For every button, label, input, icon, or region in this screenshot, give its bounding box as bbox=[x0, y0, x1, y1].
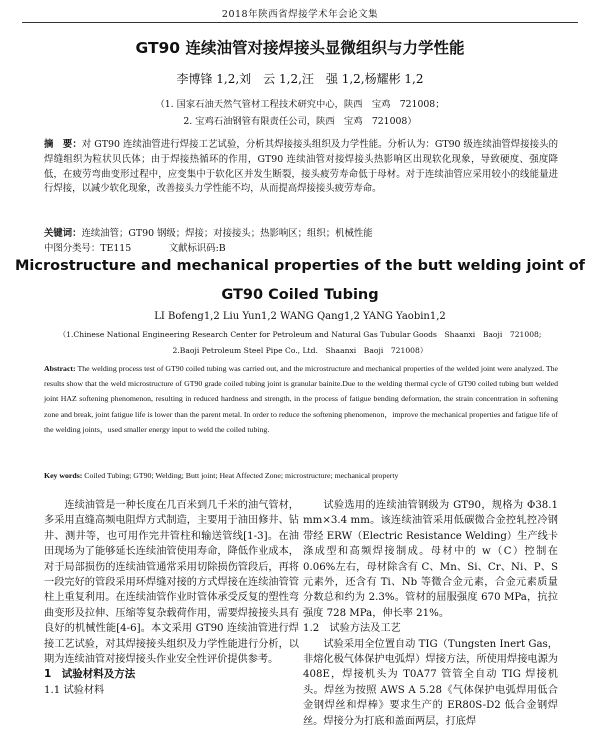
english-title-line-1: Microstructure and mechanical properties of the butt welding joint of bbox=[14, 258, 585, 274]
section-heading-1-2: 1.2 试验方法及工艺 bbox=[303, 623, 401, 635]
chinese-keywords-text: 连续油管；GT90 钢级；焊接；对接接头；热影响区；组织；机械性能 bbox=[81, 228, 373, 239]
left-column bbox=[44, 498, 299, 698]
chinese-authors: 李博锋 1,2,刘 云 1,2,汪 强 1,2,杨耀彬 1,2 bbox=[176, 72, 424, 86]
chinese-abstract-text: 对 GT90 连续油管进行焊接工艺试验，分析其焊接接头组织及力学性能。分析认为：GT90 级连续油管焊接接头的焊缝组织为粒状贝氏体；由于焊接热循环的作用，GT90 连续油管对接焊接头热影响区出现软化现象，导致硬度、强度降低，在疲劳弯曲变形过程中，应变集中于软化区并发生断裂，接头疲劳寿命低于母材。对于连续油管应采用较小的线能量进行焊接，以减少软化现象，改善接头力学性能不均，从而提高焊接接头疲劳寿命。 bbox=[44, 139, 558, 195]
chinese-classification: 中图分类号：TE115 文献标识码:B bbox=[44, 243, 226, 254]
intro-paragraph: 连续油管是一种长度在几百米到几千米的油气管材，多采用直缝高频电阻焊方式制造，主要用于油田修井、钻井、测井等，也可用作完井管柱和输送管线[1-3]。在油田现场为了能够延长连续油管使用寿命，降低作业成本，对于局部损伤的连续油管通常采用切除损伤管段后，再将一段完好的管段采用环焊缝对接的方式焊接在连续油管管柱上重复利用。在连续油管作业时管体承受反复的塑性弯曲变形及拉伸、压缩等复杂载荷作用，需要焊接接头具有良好的机械性能[4-6]。本文采用 GT90 连续油管进行焊接工艺试验，对其焊接接头组织及力学性能进行分析，以期为连续油管对接焊接头作业安全性评价提供参考。 bbox=[44, 500, 299, 666]
running-header: 2018年陕西省焊接学术年会论文集 bbox=[221, 9, 379, 20]
chinese-abstract bbox=[44, 138, 558, 197]
english-keywords-text: Coiled Tubing; GT90; Welding; Butt joint; Heat Affected Zone; microstructure; mechanical property bbox=[84, 471, 399, 480]
english-title-line-2: GT90 Coiled Tubing bbox=[221, 287, 379, 303]
english-abstract-label: Abstract: bbox=[44, 364, 76, 373]
english-keywords bbox=[44, 471, 558, 480]
chinese-abstract-label: 摘 要： bbox=[44, 139, 82, 150]
chinese-title: GT90 连续油管对接焊接头显微组织与力学性能 bbox=[135, 39, 465, 57]
section-heading-1: 1 试验材料及方法 bbox=[44, 668, 136, 681]
right-column bbox=[303, 498, 558, 729]
chinese-keywords bbox=[44, 225, 558, 239]
header-divider bbox=[22, 22, 578, 23]
english-keywords-label: Key words: bbox=[44, 471, 83, 480]
english-abstract bbox=[44, 361, 558, 437]
chinese-affiliation-2: 2. 宝鸡石油钢管有限责任公司，陕西 宝鸡 721008） bbox=[183, 116, 417, 127]
materials-paragraph: 试验选用的连续油管钢级为 GT90，规格为 Φ38.1 mm×3.4 mm。该连续油管采用低碳微合金控轧控冷钢带经 ERW（Electric Resistance Welding）生产线卡涤成型和高频焊接制成。母材中的 w（C）控制在 0.06%左右，母材除含有 C、Mn、Si、Cr、Ni、P、S 元素外，还含有 Ti、Nb 等微合金元素，合金元素质量分数总和约为 2.3%。管材的屈服强度 670 MPa，抗拉强度 728 MPa，伸长率 21%。 bbox=[303, 500, 558, 619]
chinese-affiliation-1: （1. 国家石油天然气管材工程技术研究中心，陕西 宝鸡 721008； bbox=[155, 99, 445, 110]
english-abstract-text: The welding process test of GT90 coiled tubing was carried out, and the microstructure and mechanical properties of the welded joint were analyzed. The results show that the weld microstructure of GT90 grade coiled tubing joint is granular bainite.Due to the welding thermal cycle of GT90 coiled tubing butt welded joint HAZ softening phenomenon, resulting in reduced hardness and strength, in the process of fatigue bending deformation, the strain concentration in softening zone and break, joint fatigue life is lower than the parent metal. In order to reduce the softening phenomenon，improve the mechanical properties and fatigue life of the welding joints，used smaller energy input to weld the coiled tubing. bbox=[44, 364, 558, 434]
english-authors: LI Bofeng1,2 Liu Yun1,2 WANG Qang1,2 YANG Yaobin1,2 bbox=[154, 311, 446, 322]
method-paragraph: 试验采用全位置自动 TIG（Tungsten Inert Gas，非熔化极气体保护电弧焊）焊接方法，所使用焊接电源为 408E，焊接机头为 T0A77 管管全自动 TIG 焊接机头。焊丝为按照 AWS A 5.28《气体保护电弧焊用低合金钢焊丝和焊棒》要求生产的 ER80S-D2 低合金钢焊丝。焊接分为打底和盖面两层，打底焊 bbox=[303, 638, 558, 727]
chinese-keywords-label: 关键词： bbox=[44, 228, 82, 239]
english-affiliation-2: 2.Baoji Petroleum Steel Pipe Co., Ltd. Shaanxi Baoji 721008） bbox=[172, 346, 428, 355]
section-heading-1-1: 1.1 试验材料 bbox=[44, 684, 105, 696]
english-affiliation-1: （1.Chinese National Engineering Research Center for Petroleum and Natural Gas Tubular Goods Shaanxi Baoji 721008; bbox=[58, 330, 542, 339]
